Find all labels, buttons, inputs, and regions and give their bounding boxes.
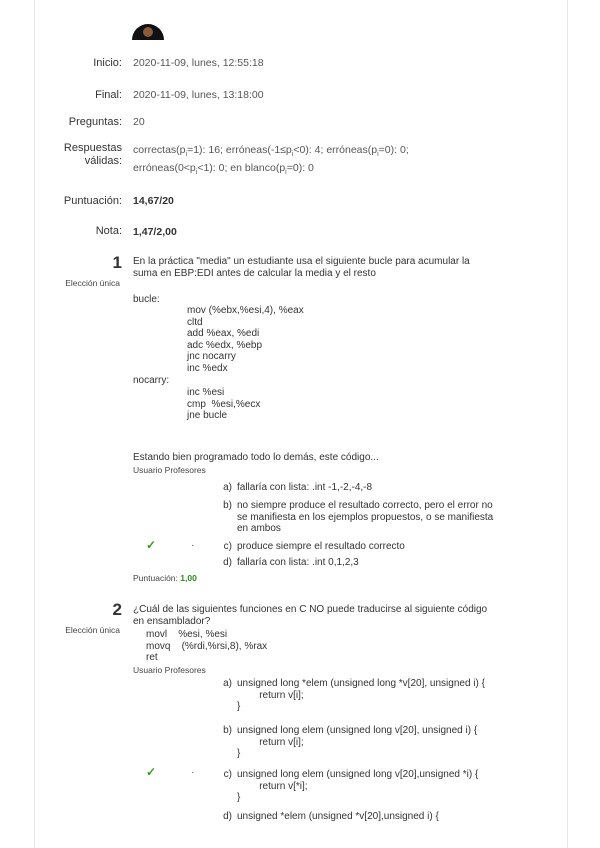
question-2-type: Elección única: [65, 625, 120, 635]
code-label-nocarry: nocarry:: [133, 375, 170, 386]
selected-dot-icon: ·: [191, 540, 195, 551]
code-label-bucle: bucle:: [133, 294, 160, 305]
correct-check-icon: ✓: [146, 765, 157, 779]
option-line: no siempre produce el resultado correcto, pero el error no: [237, 500, 493, 511]
option-line: unsigned *elem (unsigned *v[20],unsigned i) {: [237, 811, 439, 822]
code-line: cmp %esi,%ecx: [187, 398, 261, 410]
code-line: mov (%ebx,%esi,4), %eax: [187, 305, 304, 316]
answer-option: [237, 482, 372, 494]
question-1-prompt: Estando bien programado todo lo demás, este código...: [133, 452, 379, 463]
answer-option: [237, 678, 485, 713]
option-letter: c): [223, 769, 232, 780]
answer-option: [237, 557, 359, 569]
option-letter: a): [223, 482, 232, 493]
question-1-text-line-1: En la práctica "media" un estudiante usa el siguiente bucle para acumular la: [133, 256, 470, 267]
option-letter: c): [223, 541, 232, 552]
question-2-text-line-1: ¿Cuál de las siguientes funciones en C NO puede traducirse al siguiente código: [133, 604, 488, 615]
final-value: 2020-11-09, lunes, 13:18:00: [133, 89, 264, 101]
option-line: fallaría con lista: .int 0,1,2,3: [237, 557, 359, 568]
preguntas-label: Preguntas:: [68, 116, 122, 128]
answer-option: [237, 769, 478, 804]
option-letter: b): [223, 725, 232, 736]
question-2-user: Usuario Profesores: [133, 665, 206, 675]
answer-option: [237, 500, 493, 535]
question-1-user: Usuario Profesores: [133, 465, 206, 475]
code-line: add %eax, %edi: [187, 328, 260, 339]
nota-label: Nota:: [95, 225, 122, 237]
option-line: return v[i];: [237, 736, 304, 748]
question-1-score: Puntuación: 1,00: [133, 573, 197, 583]
option-line: return v[i];: [237, 689, 304, 701]
option-line: se manifiesta en los ejemplos propuestos, o se manifiesta: [237, 511, 494, 523]
question-2-text-line-2: en ensamblador?: [133, 616, 211, 627]
preguntas-value: 20: [133, 116, 145, 128]
question-1-type: Elección única: [65, 278, 120, 288]
inicio-value: 2020-11-09, lunes, 12:55:18: [133, 57, 264, 69]
option-line: }: [237, 748, 241, 759]
option-line: return v[*i];: [237, 780, 308, 792]
correct-check-icon: ✓: [146, 538, 157, 552]
puntuacion-value: 14,67/20: [133, 195, 174, 207]
option-letter: d): [223, 811, 232, 822]
answer-option: [237, 811, 439, 823]
final-label: Final:: [95, 89, 122, 101]
question-2-code: [146, 629, 267, 664]
question-1-text-line-2: suma en EBP:EDI antes de calcular la media y el resto: [133, 268, 376, 279]
option-line: unsigned long elem (unsigned long v[20],unsigned *i) {: [237, 769, 479, 780]
code-line: movq (%rdi,%rsi,8), %rax: [146, 640, 268, 652]
validas-label: válidas:: [84, 155, 122, 167]
code-line: jnc nocarry: [187, 351, 236, 362]
code-line: inc %edx: [187, 362, 228, 374]
selected-dot-icon: ·: [191, 767, 195, 778]
question-2-number: 2: [112, 600, 122, 619]
code-line: movl %esi, %esi: [146, 629, 228, 640]
puntuacion-label: Puntuación:: [63, 195, 122, 207]
code-line: cltd: [187, 316, 203, 328]
code-line: inc %esi: [187, 387, 225, 398]
option-letter: a): [223, 678, 232, 689]
nota-value: 1,47/2,00: [133, 226, 177, 238]
option-line: fallaría con lista: .int -1,-2,-4,-8: [237, 482, 373, 493]
respuestas-line-1: $correctas(p_i=1)$: 16; $erróneas(-1\le p_i<0)$: 4; $erróneas(p_i=0)$: 0;: [133, 144, 409, 159]
option-letter: b): [223, 500, 232, 511]
option-line: unsigned long elem (unsigned long v[20], unsigned i) {: [237, 725, 478, 736]
question-1-number: 1: [112, 253, 122, 272]
option-line: unsigned long *elem (unsigned long *v[20], unsigned i) {: [237, 678, 485, 689]
code-line: ret: [146, 652, 158, 663]
answer-option: [237, 541, 405, 553]
option-line: produce siempre el resultado correcto: [237, 541, 405, 552]
code-block-bucle: [187, 305, 304, 374]
code-line: jne bucle: [187, 410, 228, 421]
option-letter: d): [223, 557, 232, 568]
answer-option: [237, 725, 477, 760]
option-line: }: [237, 701, 241, 712]
option-line: en ambos: [237, 523, 281, 534]
respuestas-label: Respuestas: [63, 142, 122, 154]
respuestas-line-2: $erróneas(0<p_i<1)$: 0; en $blanco(p_i=0)$: 0: [133, 162, 314, 177]
code-block-nocarry: [187, 387, 260, 422]
code-line: adc %edx, %ebp: [187, 339, 263, 351]
option-line: }: [237, 792, 241, 803]
inicio-label: Inicio:: [93, 57, 122, 69]
